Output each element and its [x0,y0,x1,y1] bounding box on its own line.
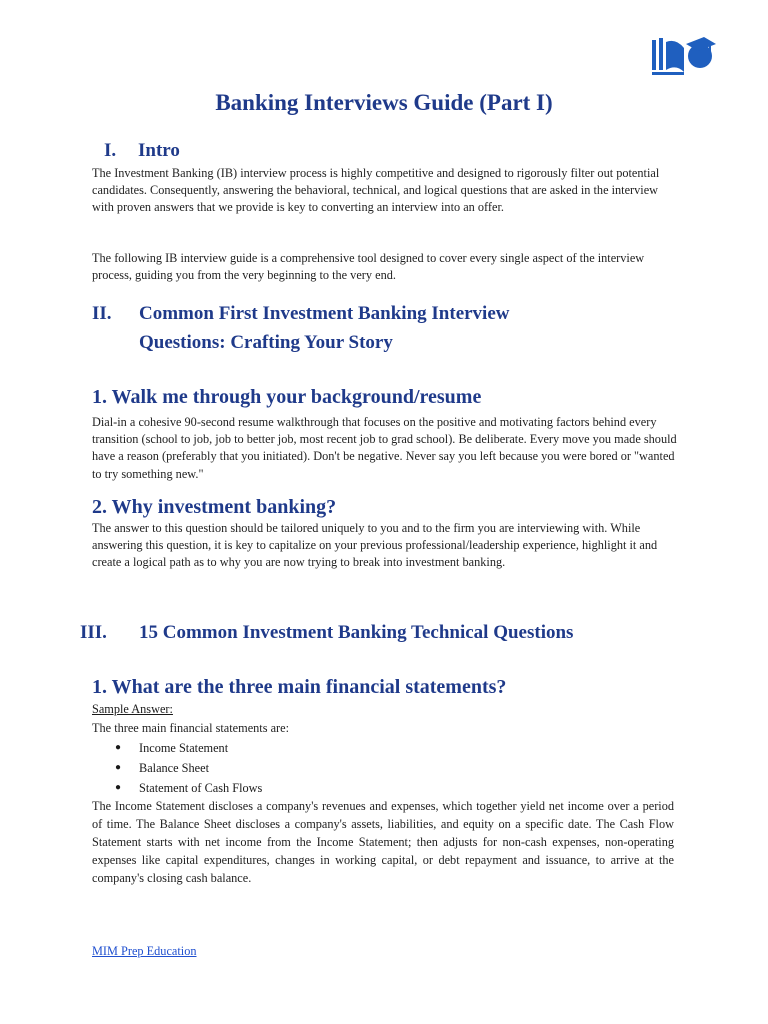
section-title-line-2: Questions: Crafting Your Story [139,332,393,353]
list-item: ● Statement of Cash Flows [115,781,263,795]
intro-paragraph-2: The following IB interview guide is a comprehensive tool designed to cover every single aspect of the interview process, guiding you from the very beginning to the very end. [92,251,645,283]
section-number: II. [92,303,112,324]
question-statements-heading: 1. What are the three main financial statements? [92,676,507,698]
section-title-line-1: Common First Investment Banking Interview [139,303,510,324]
sample-answer-label: Sample Answer: [92,702,173,716]
section-number: I. [104,140,117,161]
statements-list [112,738,262,798]
question-background-answer: Dial-in a cohesive 90-second resume walkthrough that focuses on the positive and motivating factors behind every transition (school to job, job to better job, most recent job to grad school). Be deliberate. Every move you made should have a reason (preferably that you initiated). Don't be negative. Never say you left because you were bored or "wanted to try something new." [92,415,677,481]
page-title: Banking Interviews Guide (Part I) [215,90,553,115]
section-intro-heading [104,136,404,165]
book-cap-logo-icon [650,34,718,76]
section-first-questions-heading [92,299,692,357]
footer-link[interactable]: MIM Prep Education [92,944,197,958]
list-item: ● Balance Sheet [115,761,209,775]
question-why-ib-answer: The answer to this question should be tailored uniquely to you and to the firm you are interviewing with. While answering this question, it is key to capitalize on your previous professional/leadership experience, highlight it and create a logical path as to why you are now trying to break into investment banking. [92,521,658,570]
statements-intro: The three main financial statements are: [92,721,290,735]
section-technical-heading [80,618,700,647]
intro-paragraph-1: The Investment Banking (IB) interview process is highly competitive and designed to rigorously filter out potential candidates. Consequently, answering the behavioral, technical, and logical questions that are asked in the interview with proven answers that we provide is key to converting an interview into an offer. [92,166,660,215]
question-background-heading: 1. Walk me through your background/resume [92,386,482,408]
section-title: 15 Common Investment Banking Technical Questions [139,622,574,643]
statements-explanation: The Income Statement discloses a company's revenues and expenses, which together yield net income over a period of time. The Balance Sheet discloses a company's assets, liabilities, and equity on a specific date. The Cash Flow Statement starts with net income from the Income Statement; then adjusts for non-cash expenses, non-operating expenses like capital expenditures, changes in working capital, or debt repayment and issuance, to arrive at the company's closing cash balance. [92,799,674,885]
section-number: III. [80,622,107,643]
question-why-ib-heading: 2. Why investment banking? [92,496,337,518]
list-item: ● Income Statement [115,741,229,755]
section-title: Intro [138,140,180,161]
